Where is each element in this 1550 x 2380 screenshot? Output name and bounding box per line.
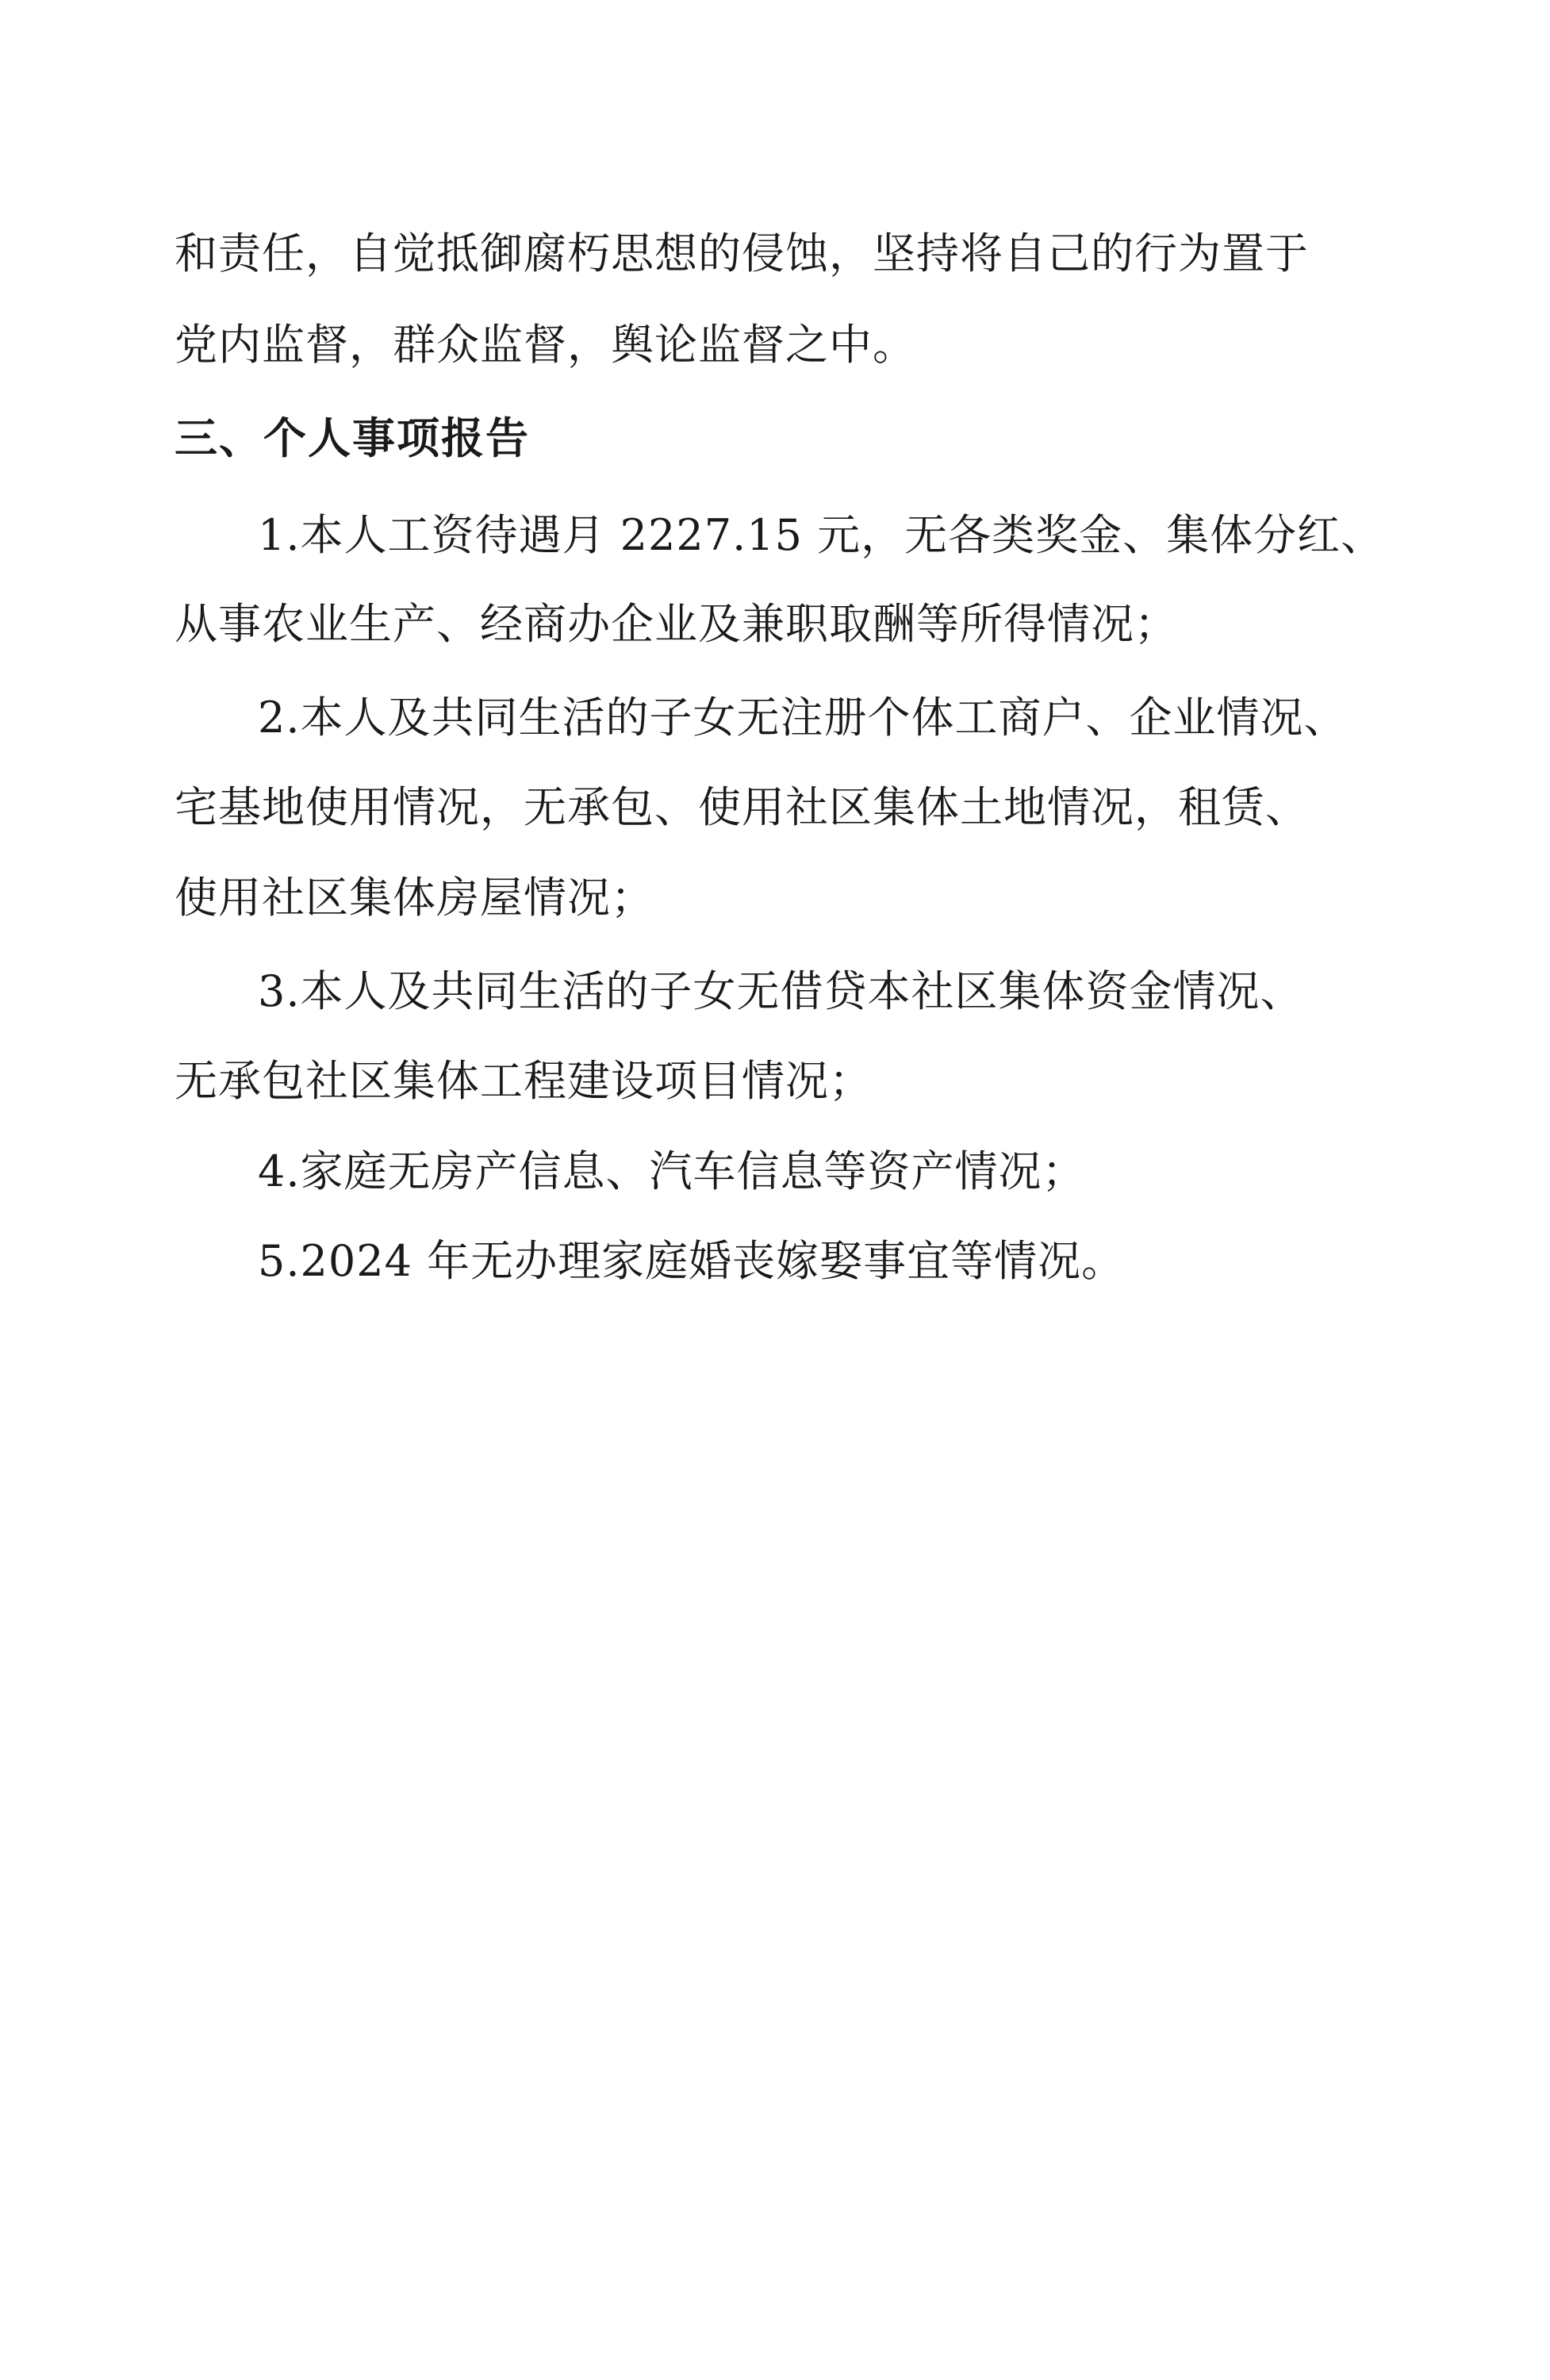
item-4-line-1: 4.家庭无房产信息、汽车信息等资产情况；: [258, 1146, 1086, 1196]
item-5-line-1: 5.2024 年无办理家庭婚丧嫁娶事宜等情况。: [258, 1236, 1126, 1286]
item-3-line-2: 无承包社区集体工程建设项目情况；: [175, 1056, 873, 1106]
item-3-line-1: 3.本人及共同生活的子女无借贷本社区集体资金情况、: [258, 966, 1304, 1016]
item-2-line-3: 使用社区集体房屋情况；: [175, 873, 654, 923]
section-heading: 三、个人事项报告: [175, 413, 530, 463]
item-1-line-2: 从事农业生产、经商办企业及兼职取酬等所得情况；: [175, 599, 1178, 649]
item-2-line-1: 2.本人及共同生活的子女无注册个体工商户、企业情况、: [258, 693, 1348, 743]
intro-line-2: 党内监督，群众监督，舆论监督之中。: [175, 320, 916, 370]
intro-line-1: 和责任，自觉抵御腐朽思想的侵蚀，坚持将自己的行为置于: [175, 228, 1309, 278]
item-1-line-1: 1.本人工资待遇月 2227.15 元，无各类奖金、集体分红、: [258, 510, 1385, 560]
item-2-line-2: 宅基地使用情况，无承包、使用社区集体土地情况，租赁、: [175, 782, 1309, 832]
